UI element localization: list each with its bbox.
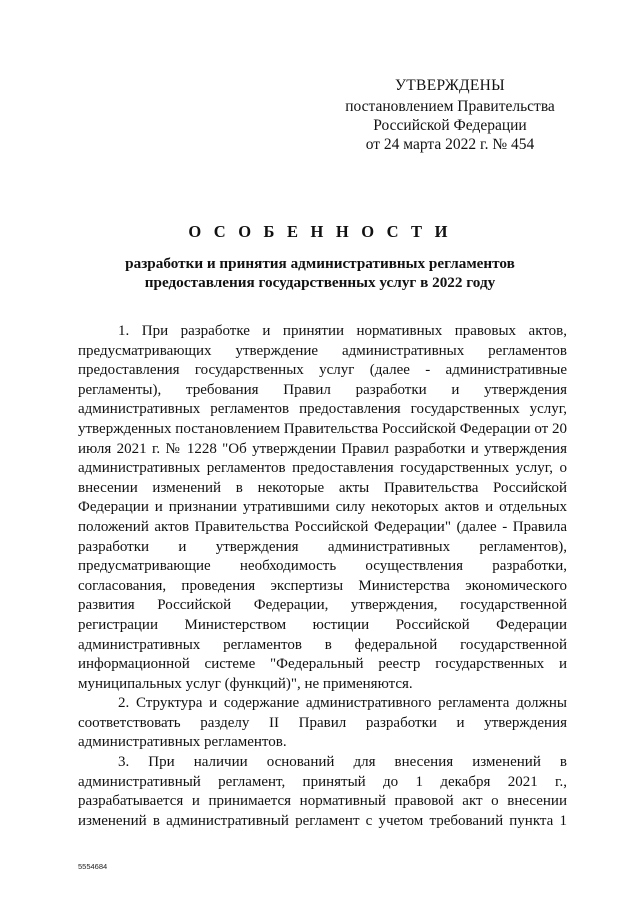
document-body bbox=[78, 322, 567, 831]
document-subtitle-line-2: предоставления государственных услуг в 2022 году bbox=[144, 274, 496, 291]
approval-line-3: от 24 марта 2022 г. № 454 bbox=[365, 136, 535, 153]
paragraph-3: 3. При наличии оснований для внесения изменений в административный регламент, принятый до 1 декабря 2021 г., разрабатывается и принимается нормативный правовой акт о внесении изменений в административный регламент с учетом требований пункта 1 bbox=[78, 754, 567, 829]
approval-line-2: Российской Федерации bbox=[373, 117, 527, 134]
approval-line-1: постановлением Правительства bbox=[345, 98, 555, 115]
paragraph-1: 1. При разработке и принятии нормативных правовых актов, предусматривающих утверждение административных регламентов предоставления государственных услуг (далее - административные регламенты), требования Правил разработки и утверждения административных регламентов предоставления государственных услуг, утвержденных постановлением Правительства Российской Федерации от 20 июля 2021 г. № 1228 "Об утверждении Правил разработки и утверждения административных регламентов предоставления государственных услуг, о внесении изменений в некоторые акты Правительства Российской Федерации и признании утратившими силу некоторых актов и отдельных положений актов Правительства Российской Федерации" (далее - Правила разработки и утверждения административных регламентов), предусматривающие необходимость осуществления разработки, согласования, проведения экспертизы Министерства экономического развития Российской Федерации, утверждения, государственной регистрации Министерством юстиции Российской Федерации административных регламентов в федеральной государственной информационной системе "Федеральный реестр государственных и муниципальных услуг (функций)", не применяются. bbox=[78, 323, 567, 692]
approval-stamp bbox=[330, 76, 570, 154]
paragraph-2: 2. Структура и содержание административного регламента должны соответствовать разделу II Правил разработки и утверждения административных регламентов. bbox=[78, 695, 567, 751]
document-title: О С О Б Е Н Н О С Т И bbox=[188, 222, 452, 241]
approval-heading: УТВЕРЖДЕНЫ bbox=[395, 77, 505, 94]
document-subtitle-line-1: разработки и принятия административных регламентов bbox=[125, 255, 515, 272]
document-title-block bbox=[60, 222, 580, 292]
document-id: 5554684 bbox=[78, 862, 108, 871]
